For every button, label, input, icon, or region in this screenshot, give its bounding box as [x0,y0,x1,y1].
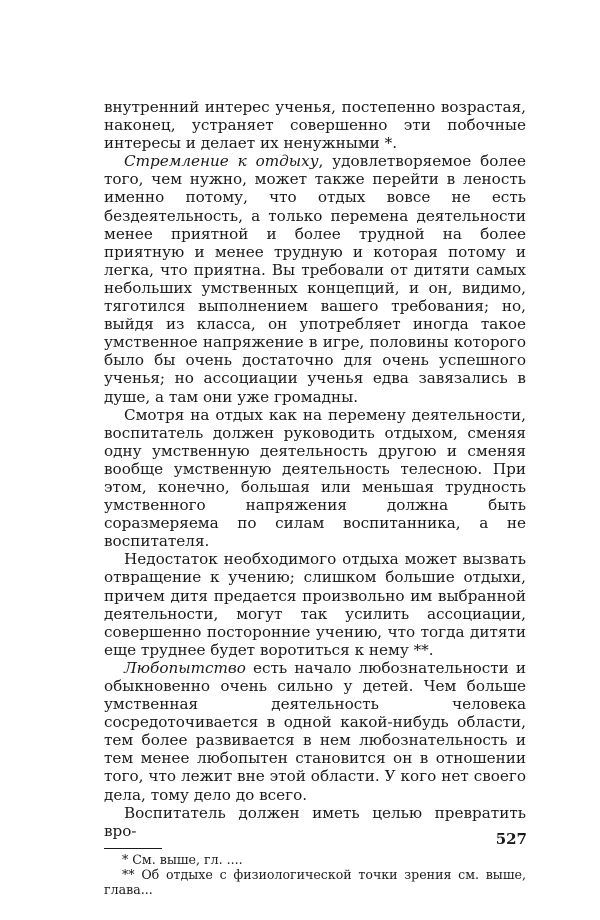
paragraph-1-text: внутренний интерес ученья, постепенно возрастая, наконец, устраняет совершенно эти побочные интересы и делает их ненужными *. [104,98,526,153]
paragraph-6 [104,804,526,840]
footnote-2: ** Об отдыхе с физиологической точки зрения см. выше, глава... [104,866,526,897]
paragraph-2-lead: Стремление к отдыху [124,152,319,171]
paragraph-2 [104,152,526,405]
page-body [104,98,526,897]
paragraph-4-text: Недостаток необходимого отдыха может вызвать отвращение к учению; слишком большие отдыхи, причем дитя предается произвольно им выбранной деятельности, могут так усилить ассоциации, совершенно посторонние учению, что тогда дитяти еще труднее будет воротиться к нему **. [104,550,526,659]
paragraph-1 [104,98,526,152]
paragraph-5-lead: Любопытство [124,658,246,677]
footnote-divider [104,848,162,849]
paragraph-3-text: Смотря на отдых как на перемену деятельности, воспитатель должен руководить отдыхом, сменяя одну умственную деятельность другою и сменяя вообще умственную деятельность телесною. При этом, конечно, большая или меньшая трудность умственного напряжения должна быть соразмеряема по силам воспитанника, а не воспитателя. [104,405,526,551]
paragraph-3 [104,406,526,551]
paragraph-5 [104,659,526,804]
footnote-1: * См. выше, гл. .... [122,851,243,867]
paragraph-2-text: , удовлетворяемое более того, чем нужно, может также перейти в леность именно потому, что отдых вовсе не есть бездеятельность, а только перемена деятельности менее приятной и более трудной на более приятную и менее трудную и которая потому и легка, что приятна. Вы требовали от дитяти самых небольших умственных концепций, и он, видимо, тяготился выполнением вашего требования; но, выйдя из класса, он употребляет иногда такое умственное напряжение в игре, половины которого было бы очень достаточно для очень успешного ученья; но ассоциации ученья едва завязались в душе, а там они уже громадны. [104,152,526,406]
paragraph-6-text: Воспитатель должен иметь целью превратить вро- [104,803,526,840]
page-number: 527 [495,830,527,848]
paragraph-5-text: есть начало любознательности и обыкновенно очень сильно у детей. Чем больше умственная деятельность человека сосредоточивается в одной какой-нибудь области, тем более развивается в нем любознательность и тем менее любопытен становится он в отношении того, что лежит вне этой области. У кого нет своего дела, тому дело до всего. [104,658,526,804]
footnotes [104,852,526,897]
paragraph-4 [104,550,526,659]
